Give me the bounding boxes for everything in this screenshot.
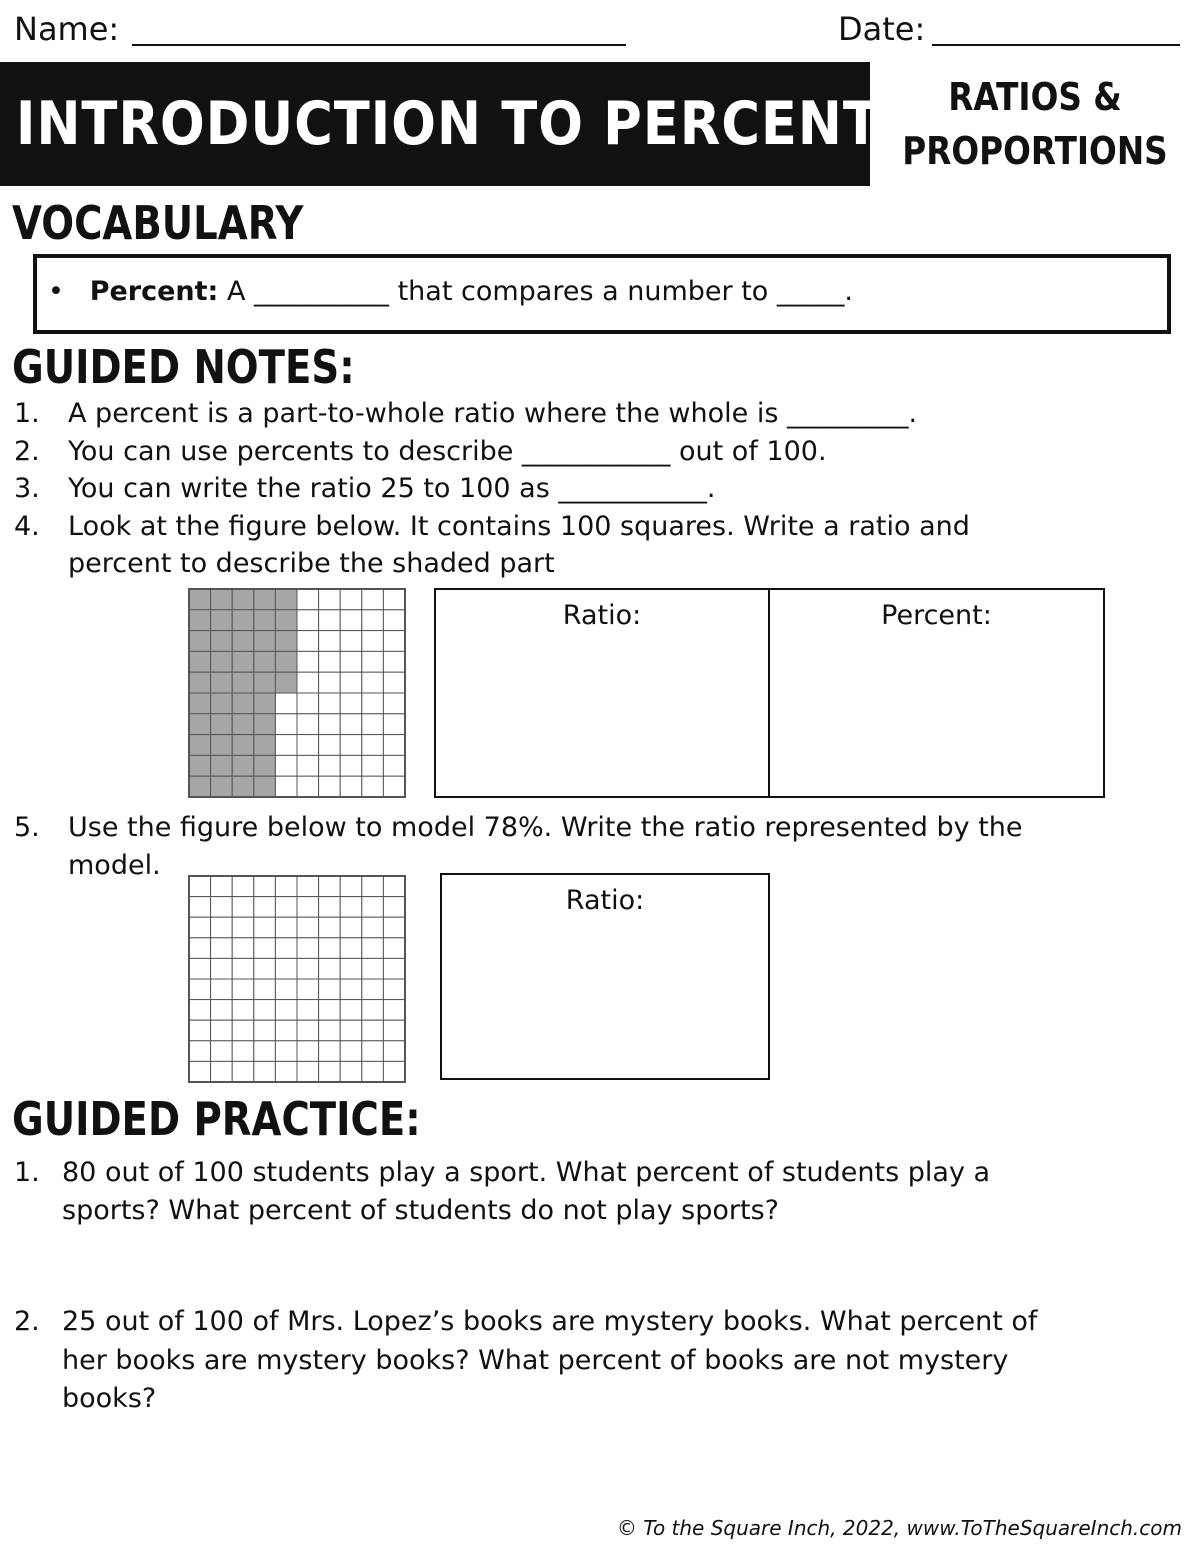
name-label: Name:: [14, 10, 120, 48]
grid-square: [297, 1000, 319, 1021]
shaded-square: [254, 672, 276, 693]
grid-square: [232, 938, 254, 959]
grid-square: [232, 1041, 254, 1062]
grid-square: [319, 979, 341, 1000]
note-number-4: 4.: [14, 511, 40, 542]
vocabulary-heading: VOCABULARY: [12, 196, 304, 250]
grid-square: [362, 651, 384, 672]
grid-square: [232, 917, 254, 938]
ratio-answer-box-5[interactable]: [440, 873, 770, 1080]
shaded-square: [211, 631, 233, 652]
grid-square: [189, 1061, 211, 1082]
grid-square: [383, 1000, 405, 1021]
grid-square: [232, 1061, 254, 1082]
name-line[interactable]: [132, 44, 626, 46]
grid-square: [275, 735, 297, 756]
shaded-square: [232, 693, 254, 714]
grid-square: [254, 979, 276, 1000]
shaded-square: [211, 693, 233, 714]
grid-square: [383, 876, 405, 897]
grid-square: [383, 755, 405, 776]
shaded-square: [275, 589, 297, 610]
grid-square: [189, 897, 211, 918]
grid-square: [254, 1041, 276, 1062]
shaded-square: [254, 776, 276, 797]
grid-square: [319, 876, 341, 897]
hundred-grid-shaded: [188, 588, 406, 798]
guided-notes-heading: GUIDED NOTES:: [12, 340, 355, 394]
grid-square: [297, 693, 319, 714]
grid-square: [319, 610, 341, 631]
grid-square: [275, 1041, 297, 1062]
grid-square: [297, 589, 319, 610]
grid-square: [297, 1041, 319, 1062]
shaded-square: [211, 589, 233, 610]
ratio-label-5: Ratio:: [565, 885, 645, 916]
grid-square: [383, 714, 405, 735]
shaded-square: [254, 714, 276, 735]
grid-square: [319, 1061, 341, 1082]
grid-square: [319, 714, 341, 735]
note-text-2: You can use percents to describe ___________ out of 100.: [68, 436, 827, 467]
grid-square: [383, 1020, 405, 1041]
grid-square: [232, 1000, 254, 1021]
grid-square: [340, 589, 362, 610]
percent-answer-box-4[interactable]: [768, 588, 1105, 798]
grid-square: [319, 1000, 341, 1021]
grid-square: [275, 1061, 297, 1082]
shaded-square: [189, 776, 211, 797]
grid-square: [297, 917, 319, 938]
grid-square: [340, 897, 362, 918]
grid-square: [275, 876, 297, 897]
grid-square: [383, 672, 405, 693]
grid-square: [362, 776, 384, 797]
grid-square: [211, 897, 233, 918]
grid-square: [254, 1000, 276, 1021]
shaded-square: [211, 672, 233, 693]
grid-square: [297, 1020, 319, 1041]
grid-square: [319, 589, 341, 610]
note-text-5: Use the figure below to model 78%. Write the ratio represented by the: [68, 812, 1023, 843]
shaded-square: [211, 776, 233, 797]
grid-square: [362, 1020, 384, 1041]
grid-square: [297, 651, 319, 672]
shaded-square: [189, 610, 211, 631]
date-label: Date:: [838, 10, 926, 48]
grid-square: [297, 897, 319, 918]
shaded-square: [275, 610, 297, 631]
grid-square: [189, 938, 211, 959]
grid-square: [340, 672, 362, 693]
grid-square: [297, 958, 319, 979]
grid-square: [383, 610, 405, 631]
shaded-square: [232, 776, 254, 797]
date-line[interactable]: [932, 44, 1180, 46]
note-text-4: Look at the figure below. It contains 100 squares. Write a ratio and: [68, 511, 970, 542]
grid-square: [319, 1020, 341, 1041]
grid-square: [383, 897, 405, 918]
grid-square: [319, 917, 341, 938]
grid-square: [340, 714, 362, 735]
shaded-square: [275, 672, 297, 693]
grid-square: [275, 776, 297, 797]
shaded-square: [275, 631, 297, 652]
grid-square: [340, 1000, 362, 1021]
grid-square: [297, 979, 319, 1000]
grid-square: [340, 693, 362, 714]
grid-square: [383, 958, 405, 979]
unit-label: [893, 70, 1177, 178]
shaded-square: [275, 651, 297, 672]
grid-square: [340, 1061, 362, 1082]
grid-square: [362, 735, 384, 756]
practice-number-2: 2.: [14, 1306, 40, 1337]
grid-square: [362, 714, 384, 735]
grid-square: [275, 714, 297, 735]
grid-square: [340, 776, 362, 797]
unit-line-2: PROPORTIONS: [902, 129, 1168, 173]
grid-square: [383, 589, 405, 610]
shaded-square: [232, 714, 254, 735]
grid-square: [319, 672, 341, 693]
grid-square: [362, 693, 384, 714]
grid-square: [319, 938, 341, 959]
shaded-square: [254, 610, 276, 631]
grid-square: [189, 1020, 211, 1041]
copyright-footer: © To the Square Inch, 2022, www.ToTheSquareInch.com: [616, 1516, 1182, 1540]
shaded-square: [254, 693, 276, 714]
practice-text-1: 80 out of 100 students play a sport. What percent of students play a: [62, 1157, 991, 1188]
grid-square: [297, 672, 319, 693]
shaded-square: [232, 735, 254, 756]
vocab-term: Percent:: [89, 276, 219, 307]
grid-square: [362, 897, 384, 918]
grid-square: [362, 1041, 384, 1062]
shaded-square: [254, 651, 276, 672]
grid-square: [275, 693, 297, 714]
grid-square: [340, 979, 362, 1000]
grid-square: [383, 917, 405, 938]
shaded-square: [232, 589, 254, 610]
grid-square: [362, 610, 384, 631]
shaded-square: [211, 610, 233, 631]
grid-square: [362, 631, 384, 652]
note-number-2: 2.: [14, 436, 40, 467]
shaded-square: [189, 589, 211, 610]
grid-square: [319, 651, 341, 672]
grid-square: [362, 979, 384, 1000]
shaded-square: [211, 651, 233, 672]
grid-square: [340, 755, 362, 776]
grid-square: [362, 876, 384, 897]
shaded-square: [211, 735, 233, 756]
grid-square: [232, 876, 254, 897]
grid-square: [383, 979, 405, 1000]
grid-square: [340, 1020, 362, 1041]
percent-label-4: Percent:: [881, 600, 992, 631]
unit-line-1: RATIOS &: [948, 75, 1122, 119]
grid-square: [254, 958, 276, 979]
grid-square: [297, 776, 319, 797]
grid-square: [211, 917, 233, 938]
note-text-4-line-2: percent to describe the shaded part: [68, 548, 555, 579]
grid-square: [297, 938, 319, 959]
shaded-square: [189, 672, 211, 693]
shaded-square: [254, 755, 276, 776]
hundred-grid-blank[interactable]: [188, 875, 406, 1083]
grid-square: [211, 958, 233, 979]
grid-square: [340, 876, 362, 897]
practice-text-2-line-2: her books are mystery books? What percent of books are not mystery: [62, 1345, 1009, 1376]
note-text-3: You can write the ratio 25 to 100 as ___________.: [68, 473, 716, 504]
shaded-square: [211, 714, 233, 735]
grid-square: [189, 1041, 211, 1062]
shaded-square: [254, 589, 276, 610]
grid-square: [275, 917, 297, 938]
grid-square: [340, 610, 362, 631]
vocab-definition: A __________ that compares a number to _____.: [218, 276, 853, 307]
bullet: •: [48, 276, 64, 307]
grid-square: [362, 958, 384, 979]
grid-square: [362, 1061, 384, 1082]
grid-square: [211, 979, 233, 1000]
practice-number-1: 1.: [14, 1157, 40, 1188]
shaded-square: [254, 631, 276, 652]
grid-square: [232, 958, 254, 979]
grid-square: [319, 735, 341, 756]
grid-square: [189, 1000, 211, 1021]
ratio-answer-box-4[interactable]: [434, 588, 770, 798]
practice-text-2: 25 out of 100 of Mrs. Lopez’s books are mystery books. What percent of: [62, 1306, 1038, 1337]
grid-square: [275, 979, 297, 1000]
grid-square: [254, 938, 276, 959]
grid-square: [383, 735, 405, 756]
shaded-square: [232, 610, 254, 631]
grid-square: [297, 735, 319, 756]
grid-square: [189, 958, 211, 979]
vocabulary-entry: [48, 276, 853, 307]
grid-square: [383, 1041, 405, 1062]
grid-square: [383, 1061, 405, 1082]
grid-square: [275, 938, 297, 959]
shaded-square: [254, 735, 276, 756]
grid-square: [297, 876, 319, 897]
grid-square: [362, 589, 384, 610]
grid-square: [319, 755, 341, 776]
practice-text-2-line-3: books?: [62, 1383, 157, 1414]
grid-square: [254, 917, 276, 938]
shaded-square: [232, 755, 254, 776]
grid-square: [383, 631, 405, 652]
note-number-1: 1.: [14, 398, 40, 429]
grid-square: [340, 651, 362, 672]
grid-square: [232, 979, 254, 1000]
shaded-square: [189, 735, 211, 756]
grid-square: [319, 897, 341, 918]
grid-square: [254, 876, 276, 897]
grid-square: [189, 917, 211, 938]
practice-text-1-line-2: sports? What percent of students do not play sports?: [62, 1195, 779, 1226]
grid-square: [319, 693, 341, 714]
grid-square: [362, 938, 384, 959]
grid-square: [211, 1041, 233, 1062]
note-text-5-line-2: model.: [68, 850, 161, 881]
grid-square: [275, 958, 297, 979]
note-number-3: 3.: [14, 473, 40, 504]
grid-square: [362, 672, 384, 693]
grid-square: [211, 938, 233, 959]
shaded-square: [189, 755, 211, 776]
grid-square: [297, 610, 319, 631]
grid-square: [254, 897, 276, 918]
grid-square: [362, 917, 384, 938]
guided-practice-heading: GUIDED PRACTICE:: [12, 1092, 421, 1146]
grid-square: [275, 897, 297, 918]
grid-square: [362, 755, 384, 776]
grid-square: [297, 755, 319, 776]
shaded-square: [232, 672, 254, 693]
grid-square: [319, 1041, 341, 1062]
grid-square: [211, 1061, 233, 1082]
note-text-1: A percent is a part-to-whole ratio where the whole is _________.: [68, 398, 918, 429]
grid-square: [232, 897, 254, 918]
grid-square: [254, 1020, 276, 1041]
page-title: INTRODUCTION TO PERCENTS: [15, 89, 919, 159]
grid-square: [211, 876, 233, 897]
grid-square: [319, 631, 341, 652]
grid-square: [275, 755, 297, 776]
grid-square: [319, 776, 341, 797]
grid-square: [275, 1000, 297, 1021]
shaded-square: [232, 651, 254, 672]
grid-square: [297, 1061, 319, 1082]
grid-square: [383, 651, 405, 672]
grid-square: [211, 1020, 233, 1041]
grid-square: [383, 776, 405, 797]
grid-square: [189, 979, 211, 1000]
shaded-square: [189, 714, 211, 735]
shaded-square: [189, 651, 211, 672]
shaded-square: [232, 631, 254, 652]
grid-square: [340, 631, 362, 652]
grid-square: [232, 1020, 254, 1041]
grid-square: [340, 735, 362, 756]
grid-square: [340, 1041, 362, 1062]
grid-square: [275, 1020, 297, 1041]
grid-square: [340, 917, 362, 938]
grid-square: [297, 714, 319, 735]
grid-square: [383, 693, 405, 714]
shaded-square: [189, 631, 211, 652]
ratio-label-4: Ratio:: [562, 600, 642, 631]
note-number-5: 5.: [14, 812, 40, 843]
grid-square: [189, 876, 211, 897]
grid-square: [340, 958, 362, 979]
grid-square: [340, 938, 362, 959]
grid-square: [254, 1061, 276, 1082]
shaded-square: [211, 755, 233, 776]
grid-square: [362, 1000, 384, 1021]
grid-square: [383, 938, 405, 959]
shaded-square: [189, 693, 211, 714]
grid-square: [319, 958, 341, 979]
grid-square: [211, 1000, 233, 1021]
title-bar: [0, 62, 919, 186]
grid-square: [297, 631, 319, 652]
